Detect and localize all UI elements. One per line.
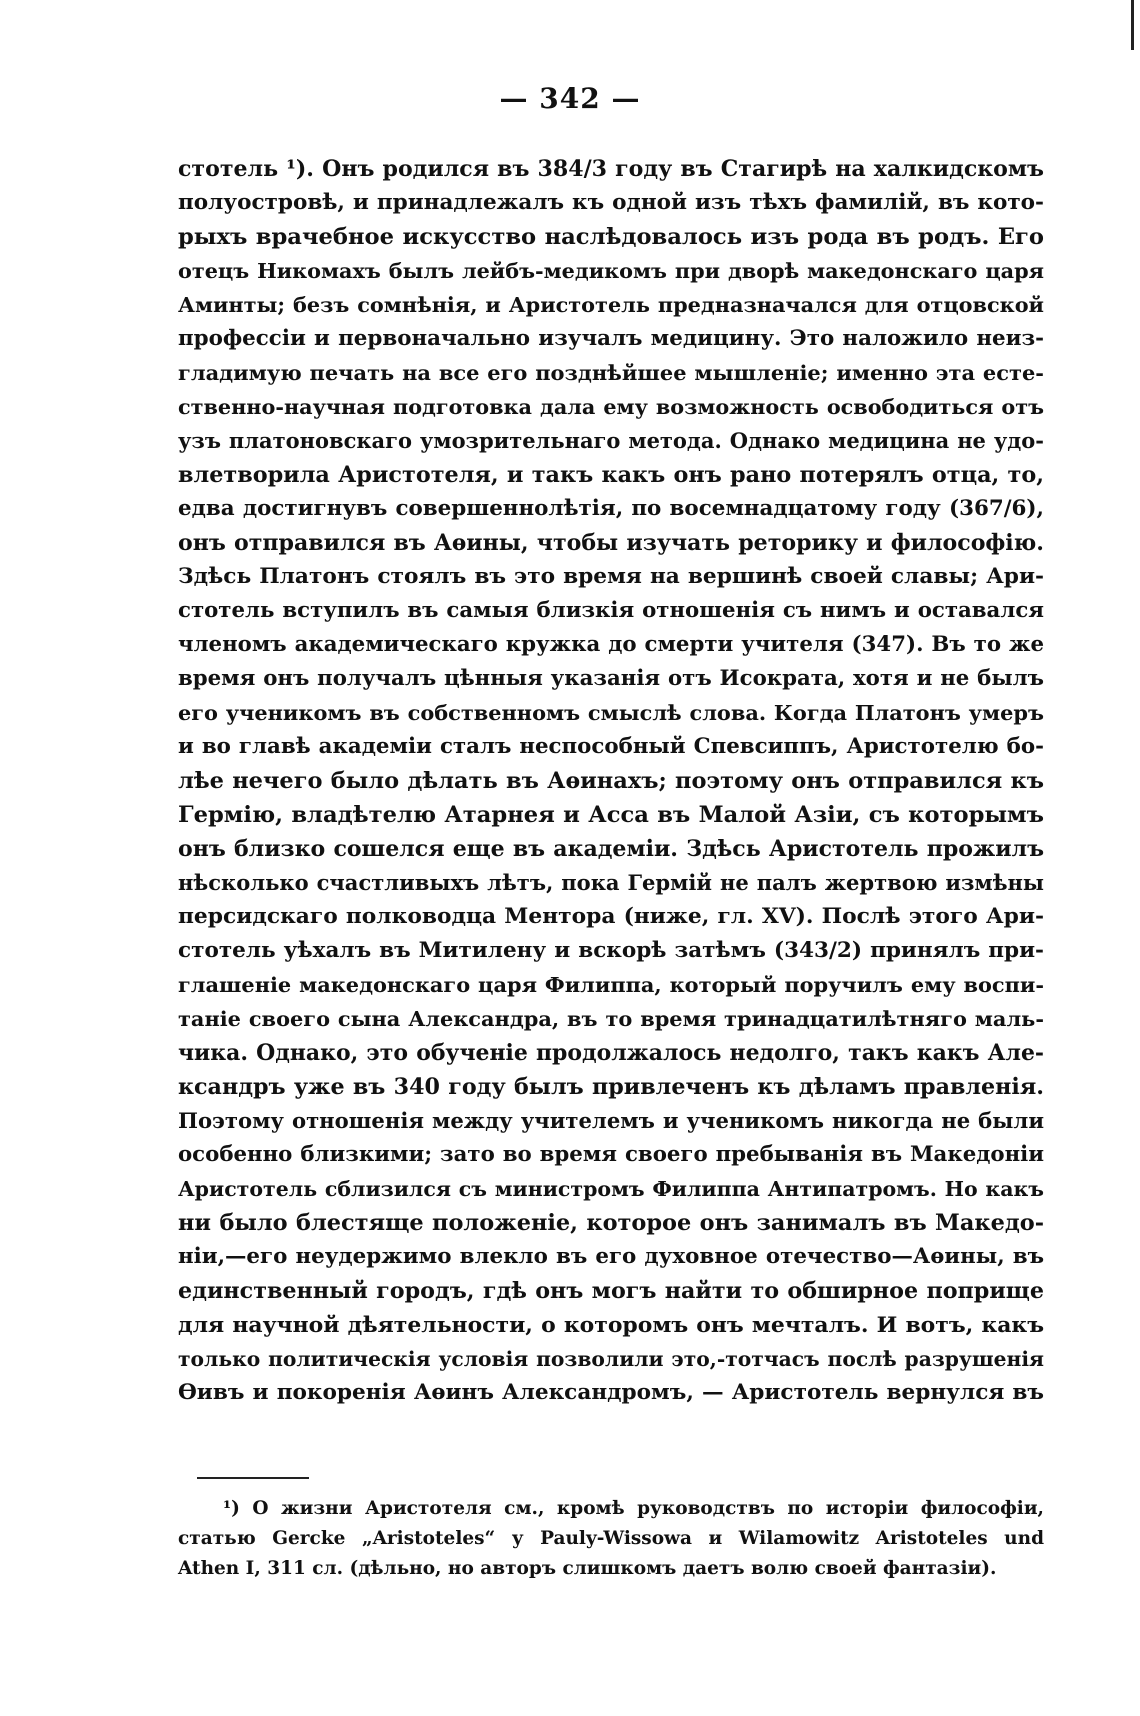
text-line: таніе своего сына Александра, въ то время тринадцатилѣтняго маль- — [178, 1006, 1044, 1031]
text-line: для научной дѣятельности, о которомъ онъ мечталъ. И вотъ, какъ — [178, 1312, 1044, 1338]
text-line: стотель уѣхалъ въ Митилену и вскорѣ затѣмъ (343/2) принялъ при- — [178, 938, 1044, 963]
text-line: Аристотель сблизился съ министромъ Филиппа Антипатромъ. Но какъ — [178, 1177, 1044, 1201]
text-line: нѣсколько счастливыхъ лѣтъ, пока Гермій не палъ жертвою измѣны — [178, 870, 1044, 895]
text-line: стотель ¹). Онъ родился въ 384/3 году въ Стагирѣ на халкидскомъ — [178, 156, 1044, 182]
text-line: влетворила Аристотеля, и такъ какъ онъ рано потерялъ отца, то, — [178, 462, 1044, 488]
text-line: едва достигнувъ совершеннолѣтія, по восемнадцатому году (367/6), — [178, 496, 1044, 521]
text-line: отецъ Никомахъ былъ лейбъ-медикомъ при дворѣ македонскаго царя — [178, 258, 1044, 283]
text-line: онъ близко сошелся еще въ академіи. Здѣсь Аристотель прожилъ — [178, 836, 1044, 862]
text-line: рыхъ врачебное искусство наслѣдовалось изъ рода въ родъ. Его — [178, 224, 1044, 250]
text-line: гладимую печать на все его позднѣйшее мышленіе; именно эта есте- — [178, 360, 1044, 385]
footnote-line: статью Gercke „Aristoteles“ у Pauly-Wissowa и Wilamowitz Aristoteles und — [178, 1528, 1044, 1549]
text-line: только политическія условія позволили это,-тотчасъ послѣ разрушенія — [178, 1347, 1044, 1371]
page-number: — 342 — — [499, 82, 641, 115]
footnote-line: ¹) О жизни Аристотеля см., кромѣ руководствъ по исторіи философіи, — [223, 1498, 1044, 1519]
text-line: Здѣсь Платонъ стоялъ въ это время на вершинѣ своей славы; Ари- — [178, 564, 1044, 589]
text-line: ніи,—его неудержимо влекло въ его духовное отечество—Аѳины, въ — [178, 1244, 1044, 1269]
text-line: особенно близкими; зато во время своего пребыванія въ Македоніи — [178, 1142, 1044, 1167]
text-line: ксандръ уже въ 340 году былъ привлеченъ къ дѣламъ правленія. — [178, 1074, 1044, 1100]
text-line: чика. Однако, это обученіе продолжалось недолго, такъ какъ Але- — [178, 1040, 1044, 1066]
footnote-line: Athen I, 311 сл. (дѣльно, но авторъ слишкомъ даетъ волю своей фантазіи). — [178, 1558, 997, 1579]
text-line: единственный городъ, гдѣ онъ могъ найти то обширное поприще — [178, 1278, 1044, 1304]
text-line: время онъ получалъ цѣнныя указанія отъ Исократа, хотя и не былъ — [178, 666, 1044, 691]
footnote-separator — [197, 1477, 309, 1479]
text-line: узъ платоновскаго умозрительнаго метода. Однако медицина не удо- — [178, 428, 1044, 453]
text-line: членомъ академическаго кружка до смерти учителя (347). Въ то же — [178, 632, 1044, 657]
text-line: полуостровѣ, и принадлежалъ къ одной изъ тѣхъ фамилій, въ кото- — [178, 190, 1044, 215]
text-line: его ученикомъ въ собственномъ смыслѣ слова. Когда Платонъ умеръ — [178, 700, 1044, 725]
text-line: и во главѣ академіи сталъ неспособный Спевсиппъ, Аристотелю бо- — [178, 734, 1044, 759]
text-line: ни было блестяще положеніе, которое онъ занималъ въ Македо- — [178, 1210, 1044, 1236]
text-line: профессіи и первоначально изучалъ медицину. Это наложило неиз- — [178, 326, 1044, 351]
text-line: Гермію, владѣтелю Атарнея и Асса въ Малой Азіи, съ которымъ — [178, 802, 1044, 828]
text-line: стотель вступилъ въ самыя близкія отношенія съ нимъ и оставался — [178, 598, 1044, 623]
text-line: глашеніе македонскаго царя Филиппа, который поручилъ ему воспи- — [178, 972, 1044, 997]
text-line: онъ отправился въ Аѳины, чтобы изучать реторику и философію. — [178, 530, 1044, 556]
text-line: Ѳивъ и покоренія Аѳинъ Александромъ, — Аристотель вернулся въ — [178, 1380, 1044, 1405]
text-line: Аминты; безъ сомнѣнія, и Аристотель предназначался для отцовской — [178, 292, 1044, 317]
text-line: лѣе нечего было дѣлать въ Аѳинахъ; поэтому онъ отправился къ — [178, 768, 1044, 794]
text-line: Поэтому отношенія между учителемъ и ученикомъ никогда не были — [178, 1108, 1044, 1133]
page-edge-line — [1131, 0, 1134, 50]
text-line: персидскаго полководца Ментора (ниже, гл. XV). Послѣ этого Ари- — [178, 904, 1044, 929]
text-line: ственно-научная подготовка дала ему возможность освободиться отъ — [178, 395, 1044, 419]
main-text-block — [178, 152, 1044, 1410]
footnote-block — [178, 1494, 1044, 1584]
